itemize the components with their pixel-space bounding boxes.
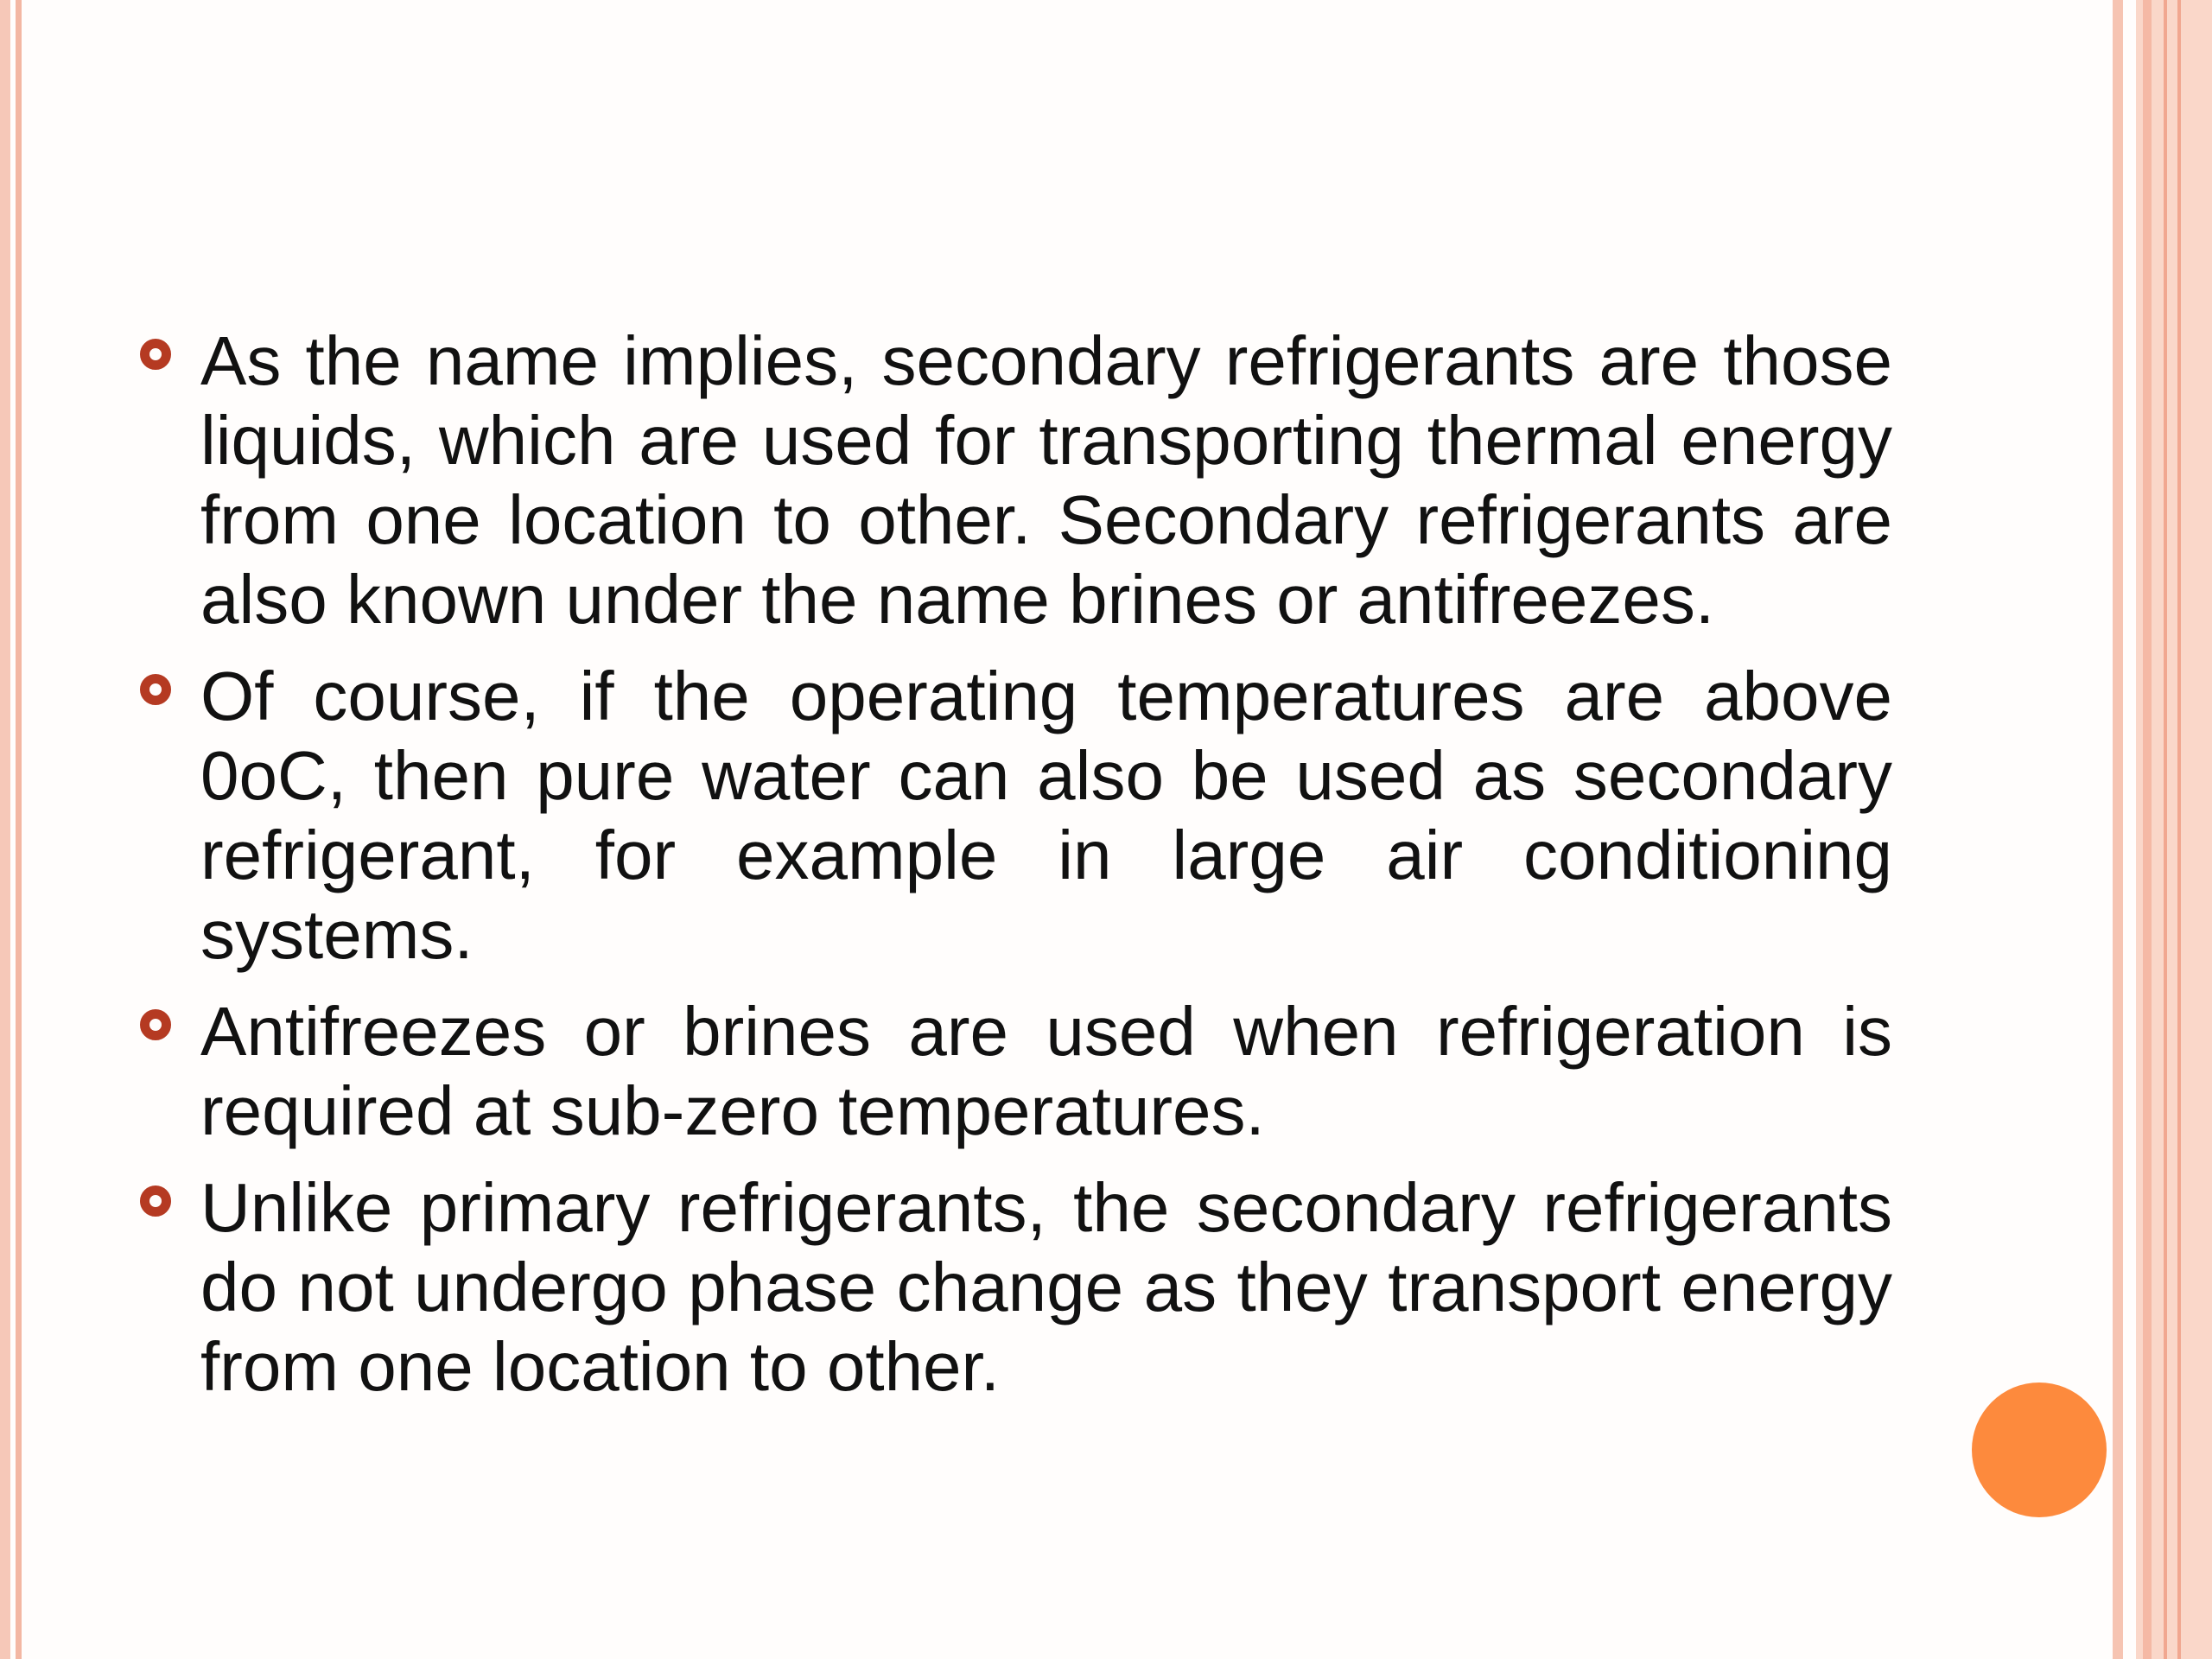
ring-bullet-icon (140, 674, 171, 705)
bullet-item (138, 321, 1892, 639)
right-border-stripe-inner (2143, 0, 2152, 1659)
bullet-text: Antifreezes or brines are used when refrigeration is required at sub-zero temperatures. (200, 993, 1892, 1149)
bullet-text: Of course, if the operating temperatures are above 0oC, then pure water can also be used as secondary refrigerant, for example in large air conditioning systems. (200, 658, 1892, 973)
bullet-item (138, 657, 1892, 975)
bullet-text: Unlike primary refrigerants, the secondary refrigerants do not undergo phase change as they transport energy from one location to other. (200, 1169, 1892, 1405)
right-border-stripe (2113, 0, 2123, 1659)
ring-bullet-icon (140, 339, 171, 370)
bullet-item (138, 992, 1892, 1151)
ring-bullet-icon (140, 1009, 171, 1040)
decorative-orange-circle (1972, 1382, 2107, 1517)
bullet-list (138, 321, 1892, 1424)
left-border-line-inner (16, 0, 22, 1659)
right-border-thin-line (2177, 0, 2181, 1659)
right-border-thin-line (2164, 0, 2167, 1659)
bullet-text: As the name implies, secondary refrigerants are those liquids, which are used for transporting thermal energy from one location to other. Secondary refrigerants are also known under the name brines or antifreezes. (200, 322, 1892, 638)
ring-bullet-icon (140, 1185, 171, 1217)
bullet-item (138, 1168, 1892, 1407)
left-border-line (0, 0, 10, 1659)
